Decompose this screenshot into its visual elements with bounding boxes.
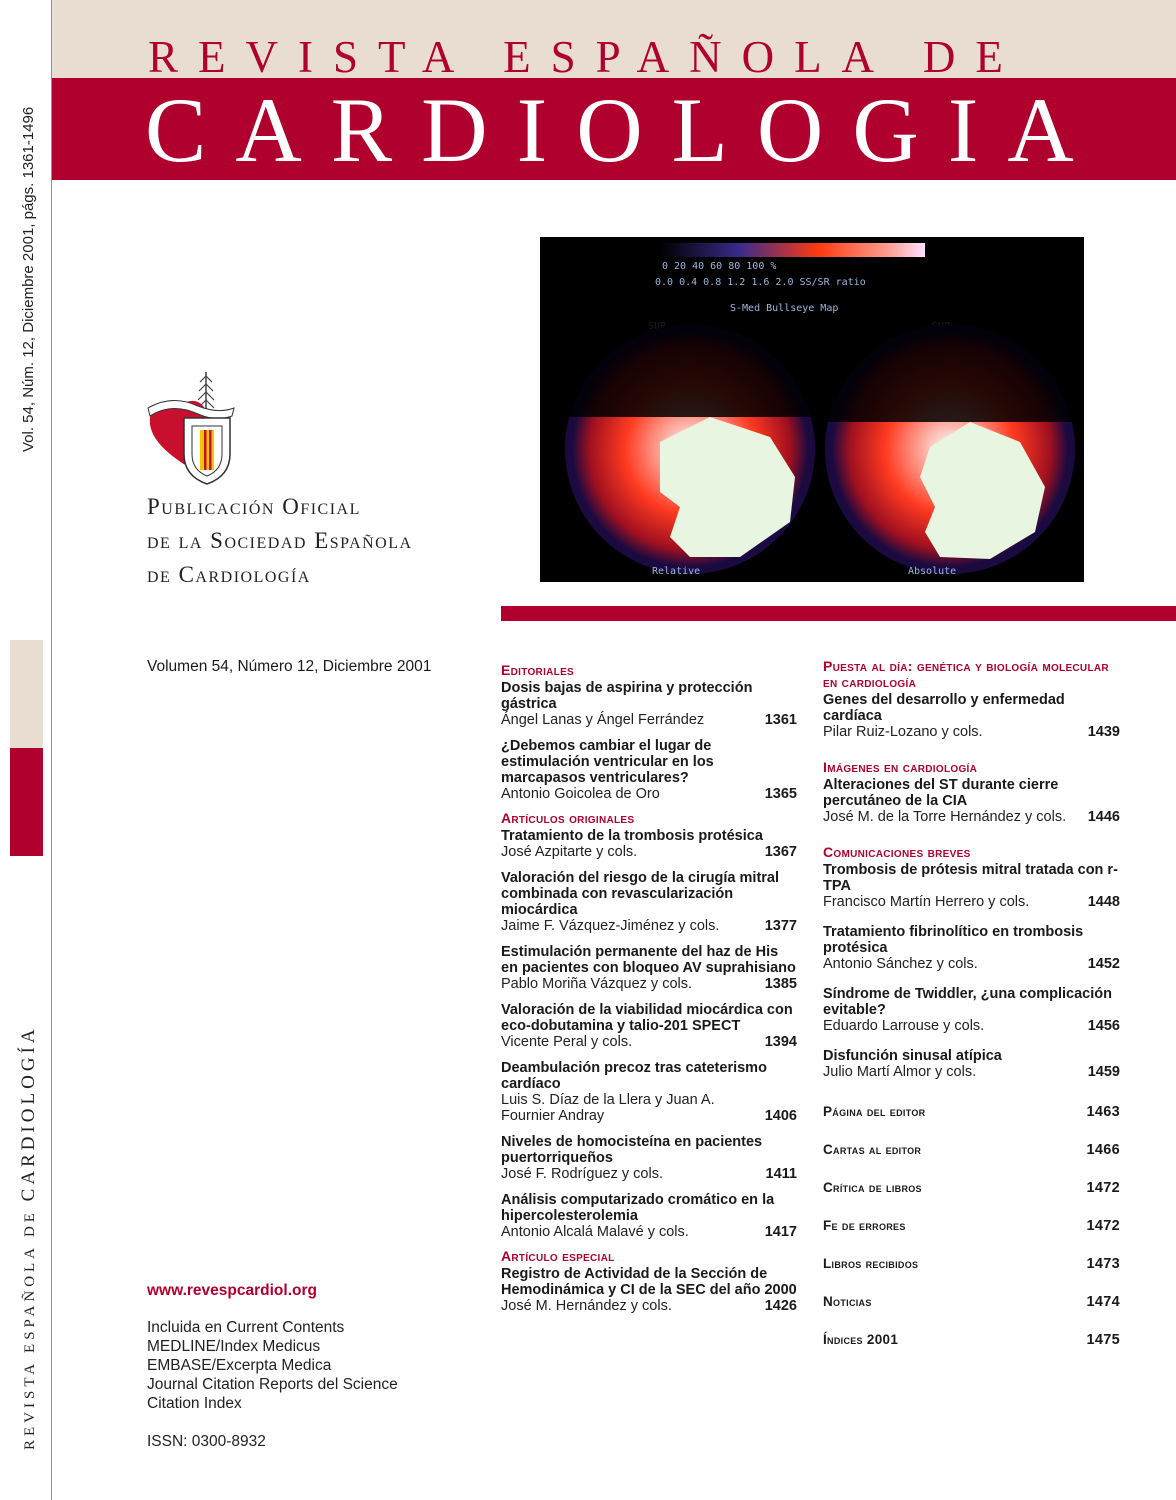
toc-entry-title: Valoración de la viabilidad miocárdica con eco-dobutamina y talio-201 SPECT (501, 1002, 793, 1034)
right-bullseye (824, 317, 1084, 574)
toc-entry-title: Trombosis de prótesis mitral tratada con r-TPA (823, 862, 1118, 894)
toc-entry-page: 1365 (764, 786, 797, 802)
left-map-bottom-label: Relative (652, 566, 701, 577)
toc-simple-list (823, 1104, 1120, 1348)
toc-entry[interactable] (823, 777, 1120, 825)
toc-column-1 (501, 662, 797, 1314)
toc-simple-page: 1463 (1086, 1104, 1120, 1120)
toc-entry-page: 1377 (764, 918, 797, 934)
scale-bottom-text: 0.0 0.4 0.8 1.2 1.6 2.0 SS/SR ratio (655, 277, 866, 288)
toc-entry-title: Tratamiento de la trombosis protésica (501, 828, 763, 844)
toc-entry-author: Antonio Goicolea de Oro (501, 786, 660, 802)
spine-red-block (10, 748, 43, 856)
spine-journal-title (14, 1025, 44, 1450)
toc-section-heading: Imágenes en cardiología (823, 759, 978, 775)
right-map-bottom-label: Absolute (908, 566, 957, 577)
indexing-item: Journal Citation Reports del Science (147, 1376, 398, 1393)
toc-simple-page: 1473 (1086, 1256, 1120, 1272)
toc-entry-page: 1426 (764, 1298, 797, 1314)
toc-entry[interactable] (501, 738, 797, 802)
toc-entry-title: Valoración del riesgo de la cirugía mitral combinada con revascularización miocárdica (501, 870, 780, 918)
toc-entry-page: 1417 (764, 1224, 797, 1240)
toc-entry-page: 1448 (1087, 894, 1120, 910)
indexing-item: EMBASE/Excerpta Medica (147, 1357, 332, 1374)
indexing-item: Citation Index (147, 1395, 242, 1412)
toc-entry[interactable] (501, 828, 797, 860)
publisher-statement (147, 490, 507, 592)
toc-entry-author: Luis S. Díaz de la Llera y Juan A. Fournier Andray (501, 1092, 715, 1124)
toc-entry-title: Genes del desarrollo y enfermedad cardíaca (823, 692, 1065, 724)
toc-entry-page: 1361 (764, 712, 797, 728)
toc-entry[interactable] (501, 1002, 797, 1050)
toc-section-heading: Editoriales (501, 662, 575, 678)
toc-entry[interactable] (501, 1134, 797, 1182)
issn: ISSN: 0300-8932 (147, 1433, 266, 1450)
toc-entry-title: Análisis computarizado cromático en la hipercolesterolemia (501, 1192, 775, 1224)
toc-entry-page: 1394 (764, 1034, 797, 1050)
toc-simple-label: Cartas al editor (823, 1142, 922, 1157)
publisher-line2: de la Sociedad Española (147, 528, 413, 553)
map-subtitle: S-Med Bullseye Map (730, 303, 839, 314)
spine-title-small: REVISTA ESPAÑOLA DE (22, 1209, 38, 1450)
journal-title-line1: REVISTA ESPAÑOLA DE (148, 32, 1023, 82)
red-rule (501, 606, 1176, 621)
toc-entry-page: 1406 (764, 1108, 797, 1124)
toc-entry[interactable] (823, 986, 1120, 1034)
society-logo (142, 368, 242, 490)
publisher-line3: de Cardiología (147, 562, 311, 587)
toc-entry-author: Pablo Moriña Vázquez y cols. (501, 976, 693, 992)
issue-line: Volumen 54, Número 12, Diciembre 2001 (147, 658, 432, 675)
toc-simple-entry[interactable] (823, 1294, 1120, 1310)
toc-simple-label: Crítica de libros (823, 1180, 922, 1195)
toc-simple-label: Fe de errores (823, 1218, 906, 1233)
toc-entry-author: Eduardo Larrouse y cols. (823, 1018, 985, 1034)
toc-entry-author: Ángel Lanas y Ángel Ferrández (501, 712, 705, 728)
toc-entry-title: ¿Debemos cambiar el lugar de estimulación ventricular en los marcapasos ventriculares? (501, 738, 714, 786)
toc-column-2 (823, 658, 1120, 1348)
toc-section-heading: Artículo especial (501, 1248, 615, 1264)
toc-simple-label: Noticias (823, 1294, 872, 1309)
toc-simple-page: 1472 (1086, 1180, 1120, 1196)
toc-simple-entry[interactable] (823, 1142, 1120, 1158)
toc-simple-entry[interactable] (823, 1332, 1120, 1348)
journal-title-line2: CARDIOLOGIA (145, 79, 1103, 181)
toc-entry-author: Antonio Sánchez y cols. (823, 956, 978, 972)
toc-simple-entry[interactable] (823, 1218, 1120, 1234)
indexing-item: MEDLINE/Index Medicus (147, 1338, 321, 1355)
toc-entry-title: Niveles de homocisteína en pacientes puertorriqueños (501, 1134, 763, 1166)
toc-simple-page: 1466 (1086, 1142, 1120, 1158)
indexing-item: Incluida en Current Contents (147, 1319, 345, 1336)
toc-simple-entry[interactable] (823, 1180, 1120, 1196)
toc-section-heading: Artículos originales (501, 810, 635, 826)
toc-entry-page: 1385 (764, 976, 797, 992)
spine-title-text (18, 1025, 40, 1450)
toc-entry-title: Registro de Actividad de la Sección de Hemodinámica y CI de la SEC del año 2000 (501, 1266, 797, 1298)
toc-simple-page: 1475 (1086, 1332, 1120, 1348)
toc-entry[interactable] (501, 944, 797, 992)
spine-beige-block (10, 640, 43, 748)
bullseye-map-image (540, 237, 1084, 582)
toc-entry-title: Tratamiento fibrinolítico en trombosis protésica (823, 924, 1084, 956)
toc-simple-label: Libros recibidos (823, 1256, 919, 1271)
toc-entry[interactable] (823, 692, 1120, 740)
toc-simple-label: Índices 2001 (823, 1332, 899, 1347)
toc-entry[interactable] (823, 862, 1120, 910)
website-link[interactable]: www.revespcardiol.org (147, 1282, 317, 1299)
toc-entry[interactable] (501, 870, 797, 934)
toc-entry-author: José M. Hernández y cols. (501, 1298, 672, 1314)
toc-entry[interactable] (823, 1048, 1120, 1080)
toc-entry-page: 1456 (1087, 1018, 1120, 1034)
toc-entry-author: José M. de la Torre Hernández y cols. (823, 809, 1067, 825)
toc-simple-page: 1474 (1086, 1294, 1120, 1310)
toc-entry-author: Antonio Alcalá Malavé y cols. (501, 1224, 689, 1240)
toc-entry-author: Julio Martí Almor y cols. (823, 1064, 977, 1080)
toc-entry-title: Dosis bajas de aspirina y protección gástrica (501, 680, 753, 712)
toc-entry-author: Jaime F. Vázquez-Jiménez y cols. (501, 918, 720, 934)
publisher-line1: Publicación Oficial (147, 494, 361, 519)
toc-simple-label: Página del editor (823, 1104, 926, 1119)
toc-entry[interactable] (501, 680, 797, 728)
toc-entry[interactable] (823, 924, 1120, 972)
toc-entry-author: Vicente Peral y cols. (501, 1034, 633, 1050)
toc-entry-author: José F. Rodríguez y cols. (501, 1166, 663, 1182)
society-logo-graphic (142, 368, 242, 490)
toc-simple-page: 1472 (1086, 1218, 1120, 1234)
indexing-list (147, 1318, 398, 1413)
toc-entry[interactable] (501, 1192, 797, 1240)
spine-title-big: CARDIOLOGÍA (18, 1025, 39, 1202)
scale-top-text: 0 20 40 60 80 100 % (662, 261, 777, 272)
toc-entry-page: 1411 (765, 1166, 797, 1182)
toc-simple-entry[interactable] (823, 1256, 1120, 1272)
toc-entry-title: Alteraciones del ST durante cierre percutáneo de la CIA (823, 777, 1059, 809)
toc-entry-author: Pilar Ruiz-Lozano y cols. (823, 724, 983, 740)
toc-entry-author: Francisco Martín Herrero y cols. (823, 894, 1030, 910)
spine-divider (51, 0, 52, 1500)
toc-entry[interactable] (501, 1266, 797, 1314)
spine-volume-info (18, 42, 48, 452)
toc-entry-title: Estimulación permanente del haz de His en pacientes con bloqueo AV suprahisiano (501, 944, 796, 976)
toc-entry-page: 1459 (1087, 1064, 1120, 1080)
toc-entry-page: 1446 (1087, 809, 1120, 825)
toc-entry[interactable] (501, 1060, 797, 1124)
toc-section-heading: Comunicaciones breves (823, 844, 971, 860)
cover-image (540, 237, 1084, 582)
toc-entry-page: 1452 (1087, 956, 1120, 972)
left-bullseye (564, 317, 824, 574)
toc-entry-title: Síndrome de Twiddler, ¿una complicación evitable? (823, 986, 1112, 1018)
toc-entry-page: 1439 (1087, 724, 1120, 740)
toc-simple-entry[interactable] (823, 1104, 1120, 1120)
toc-entry-title: Disfunción sinusal atípica (823, 1048, 1002, 1064)
toc-entry-title: Deambulación precoz tras cateterismo cardíaco (501, 1060, 767, 1092)
toc-entry-author: José Azpitarte y cols. (501, 844, 638, 860)
spine-volume-text: Vol. 54, Núm. 12, Diciembre 2001, págs. 1361-1496 (20, 106, 37, 452)
toc-section-heading: Puesta al día: genética y biología molecular en cardiología (823, 658, 1109, 690)
toc-entry-page: 1367 (764, 844, 797, 860)
